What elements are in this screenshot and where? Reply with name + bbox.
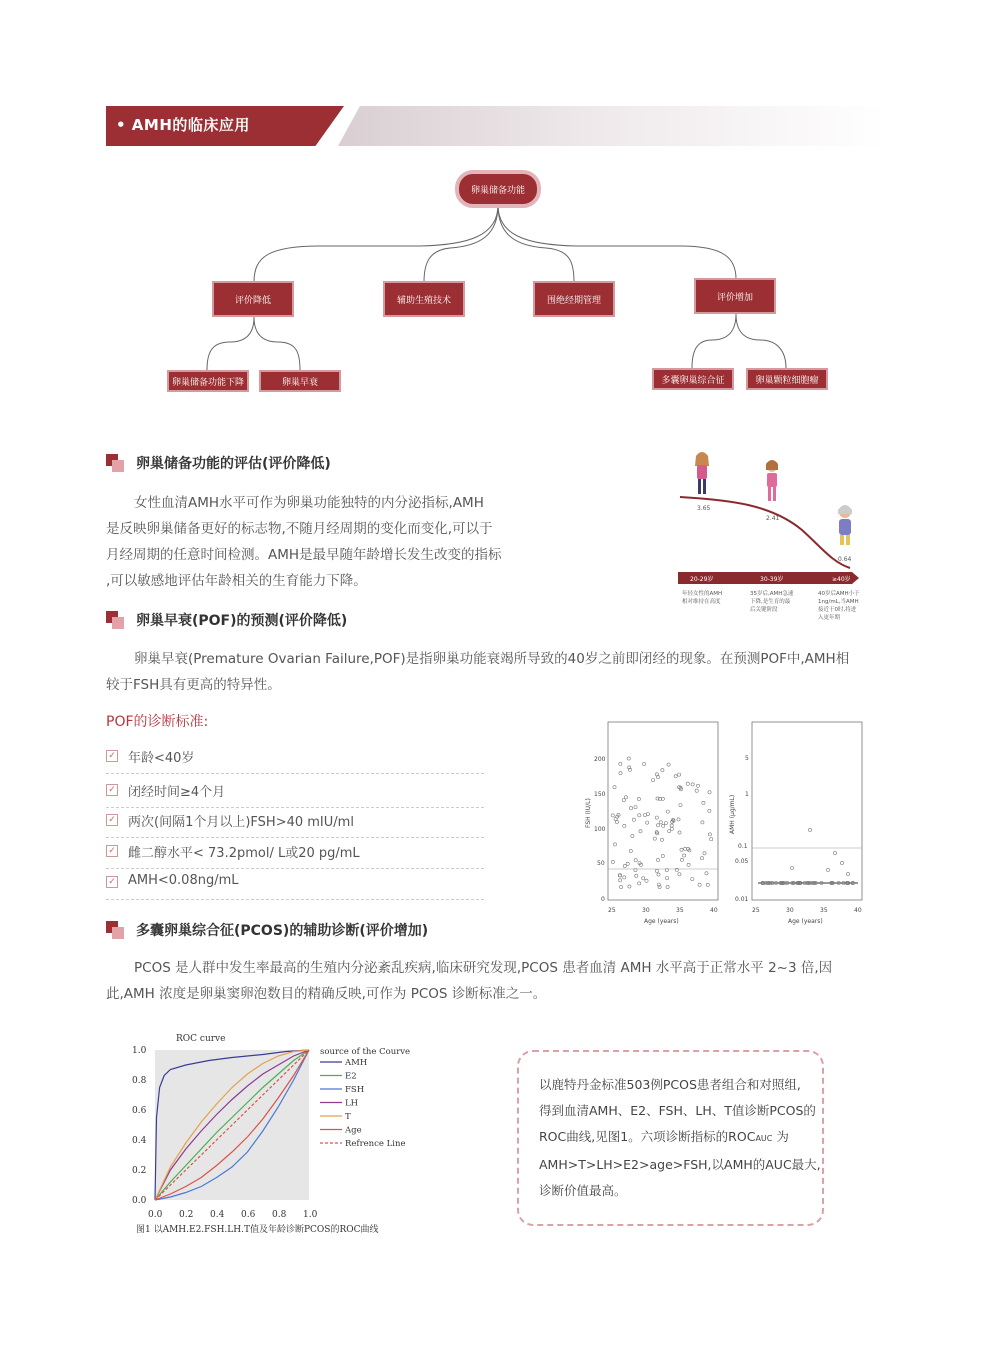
fsh-point bbox=[661, 854, 664, 857]
fsh-point bbox=[706, 883, 709, 886]
fsh-point bbox=[619, 762, 622, 765]
note-line-5: 诊断价值最高。 bbox=[539, 1183, 627, 1198]
amh-value-1: 3.65 bbox=[697, 505, 711, 512]
roc-legend-label: Age bbox=[345, 1125, 362, 1136]
fsh-xlabel: Age (years) bbox=[644, 918, 679, 925]
fsh-point bbox=[678, 873, 681, 876]
roc-ytick: 0.2 bbox=[132, 1166, 147, 1176]
fsh-ytick: 100 bbox=[594, 826, 606, 833]
roc-note-text bbox=[539, 1072, 821, 1204]
amh-point bbox=[790, 866, 793, 869]
fsh-point bbox=[637, 797, 640, 800]
fsh-point bbox=[659, 821, 662, 824]
mindmap-connectors bbox=[0, 0, 1000, 420]
fsh-point bbox=[708, 809, 711, 812]
fsh-point bbox=[642, 877, 645, 880]
fsh-point bbox=[611, 860, 614, 863]
amh-xtick: 35 bbox=[820, 907, 828, 914]
fsh-point bbox=[656, 824, 659, 827]
section3-title: 多囊卵巢综合征(PCOS)的辅助诊断(评价增加) bbox=[136, 923, 429, 939]
fsh-ytick: 0 bbox=[601, 896, 605, 903]
fsh-point bbox=[613, 843, 616, 846]
scatter-plots bbox=[580, 718, 870, 930]
connector-low-pof bbox=[254, 317, 300, 370]
checkbox-icon: ✓ bbox=[106, 814, 118, 826]
fsh-point bbox=[655, 869, 658, 872]
fsh-point bbox=[702, 801, 705, 804]
heading-square-light bbox=[112, 460, 124, 472]
fsh-point bbox=[677, 818, 680, 821]
amh-point bbox=[826, 868, 829, 871]
amh-point bbox=[808, 828, 811, 831]
section3-paragraph bbox=[106, 955, 896, 1007]
fsh-point bbox=[657, 873, 660, 876]
fsh-point bbox=[680, 848, 683, 851]
fsh-point bbox=[680, 858, 683, 861]
age-note-2: 35岁后,AMH急速 下降,是生育的最 后关键阶段 bbox=[750, 591, 794, 613]
fsh-point bbox=[646, 821, 649, 824]
fsh-point bbox=[632, 818, 635, 821]
criteria-item: ✓ 两次(间隔1个月以上)FSH>40 mIU/ml bbox=[106, 807, 484, 838]
fsh-point bbox=[623, 824, 626, 827]
amh-plot-frame bbox=[752, 722, 862, 900]
node-art: 辅助生殖技术 bbox=[383, 281, 465, 317]
roc-legend-label: LH bbox=[345, 1098, 359, 1109]
s1-line-3: 月经周期的任意时间检测。AMH是最早随年龄增长发生改变的指标 bbox=[106, 547, 502, 563]
amh-value-2: 2.41 bbox=[766, 515, 780, 522]
fsh-point bbox=[623, 864, 626, 867]
s2-line-1: 卵巢早衰(Premature Ovarian Failure,POF)是指卵巢功能衰竭所导致的40岁之前即闭经的现象。在预测POF中,AMH相 bbox=[134, 651, 850, 667]
fsh-point bbox=[666, 877, 669, 880]
section2-paragraph bbox=[106, 646, 896, 698]
roc-ytick: 1.0 bbox=[132, 1046, 147, 1056]
fsh-point bbox=[664, 822, 667, 825]
fsh-point bbox=[661, 769, 664, 772]
checkbox-icon: ✓ bbox=[106, 784, 118, 796]
fsh-point bbox=[691, 878, 694, 881]
fsh-point bbox=[645, 879, 648, 882]
roc-xtick: 0.8 bbox=[272, 1210, 287, 1220]
fsh-point bbox=[703, 852, 706, 855]
fsh-point bbox=[686, 782, 689, 785]
note-line-3: ROC曲线,见图1。六项诊断指标的ROCAUC 为 bbox=[539, 1129, 789, 1144]
fsh-point bbox=[678, 773, 681, 776]
roc-ytick: 0.4 bbox=[132, 1136, 147, 1146]
fsh-point bbox=[613, 786, 616, 789]
connector-high-gct bbox=[736, 314, 786, 368]
fsh-point bbox=[705, 872, 708, 875]
checkbox-icon: ✓ bbox=[106, 876, 118, 888]
age-group-3: ≥40岁 bbox=[832, 576, 851, 583]
roc-xtick: 0.0 bbox=[148, 1210, 163, 1220]
fsh-point bbox=[660, 838, 663, 841]
amh-ytick: 0.1 bbox=[738, 843, 748, 850]
fsh-point bbox=[710, 838, 713, 841]
roc-chart bbox=[130, 1030, 420, 1240]
section2-title: 卵巢早衰(POF)的预测(评价降低) bbox=[136, 613, 348, 629]
fsh-point bbox=[626, 862, 629, 865]
connector-low-dor bbox=[207, 317, 254, 370]
fsh-point bbox=[670, 824, 673, 827]
fsh-point bbox=[614, 818, 617, 821]
amh-xtick: 40 bbox=[854, 907, 862, 914]
connector-root-menopause bbox=[498, 205, 574, 282]
fsh-point bbox=[656, 858, 659, 861]
roc-ytick: 0.8 bbox=[132, 1076, 147, 1086]
section1-paragraph bbox=[106, 490, 546, 594]
young-woman-icon bbox=[695, 452, 709, 494]
roc-legend-label: E2 bbox=[345, 1071, 357, 1082]
amh-point bbox=[833, 851, 836, 854]
fsh-point bbox=[667, 763, 670, 766]
roc-legend-label: T bbox=[345, 1112, 351, 1122]
amh-xtick: 25 bbox=[752, 907, 760, 914]
fsh-point bbox=[634, 806, 637, 809]
s1-line-1: 女性血清AMH水平可作为卵巢功能独特的内分泌指标,AMH bbox=[134, 495, 484, 511]
age-group-2: 30-39岁 bbox=[760, 576, 784, 583]
fsh-point bbox=[627, 757, 630, 760]
fsh-point bbox=[683, 854, 686, 857]
fsh-point bbox=[635, 874, 638, 877]
fsh-point bbox=[708, 833, 711, 836]
fsh-point bbox=[696, 784, 699, 787]
node-gct: 卵巢颗粒细胞瘤 bbox=[746, 368, 828, 390]
fsh-plot-frame bbox=[608, 722, 718, 900]
fsh-point bbox=[623, 876, 626, 879]
roc-title: ROC curve bbox=[176, 1034, 226, 1044]
fsh-point bbox=[619, 879, 622, 882]
heading-square-light bbox=[112, 617, 124, 629]
roc-xtick: 0.2 bbox=[179, 1210, 194, 1220]
amh-ytick: 0.05 bbox=[735, 858, 749, 865]
s3-line-2: 此,AMH 浓度是卵巢窦卵泡数目的精确反映,可作为 PCOS 诊断标准之一。 bbox=[106, 986, 547, 1002]
fsh-point bbox=[653, 837, 656, 840]
age-note-3: 40岁后AMH小于 1ng/mL,当AMH 接近于0时,将进 入更年期 bbox=[818, 591, 860, 621]
age-note-1: 年轻女性的AMH 相对维持在高度 bbox=[682, 591, 723, 605]
node-pcos: 多囊卵巢综合征 bbox=[652, 368, 734, 390]
fsh-point bbox=[628, 885, 631, 888]
s1-line-4: ,可以敏感地评估年龄相关的生育能力下降。 bbox=[106, 573, 367, 589]
fsh-xtick: 25 bbox=[608, 907, 616, 914]
middle-aged-woman-icon bbox=[766, 460, 778, 501]
fsh-point bbox=[698, 883, 701, 886]
fsh-point bbox=[611, 814, 614, 817]
fsh-point bbox=[695, 789, 698, 792]
fsh-point bbox=[638, 814, 641, 817]
amh-xtick: 30 bbox=[786, 907, 794, 914]
fsh-point bbox=[631, 834, 634, 837]
fsh-point bbox=[700, 857, 703, 860]
fsh-point bbox=[639, 830, 642, 833]
fsh-point bbox=[634, 859, 637, 862]
fsh-point bbox=[691, 783, 694, 786]
connector-root-art bbox=[424, 205, 498, 282]
node-menopause: 围绝经期管理 bbox=[533, 281, 615, 317]
fsh-point bbox=[687, 863, 690, 866]
amh-age-illustration bbox=[672, 450, 872, 630]
auc-subscript: AUC bbox=[755, 1134, 773, 1143]
banner-title: • AMH的临床应用 bbox=[116, 116, 250, 134]
roc-caption: 图1 以AMH.E2.FSH.LH.T值及年龄诊断PCOS的ROC曲线 bbox=[136, 1225, 379, 1235]
roc-ytick: 0.0 bbox=[132, 1196, 147, 1206]
node-dor: 卵巢储备功能下降 bbox=[167, 370, 249, 392]
fsh-point bbox=[620, 885, 623, 888]
roc-ytick: 0.6 bbox=[132, 1106, 147, 1116]
criteria-title: POF的诊断标准: bbox=[106, 714, 209, 730]
roc-legend-label: AMH bbox=[345, 1058, 368, 1068]
checkbox-icon: ✓ bbox=[106, 750, 118, 762]
criteria-item: ✓ 年龄<40岁 bbox=[106, 743, 484, 774]
fsh-point bbox=[708, 791, 711, 794]
fsh-point bbox=[652, 779, 655, 782]
fsh-xtick: 40 bbox=[710, 907, 718, 914]
roc-xtick: 0.6 bbox=[241, 1210, 256, 1220]
roc-xtick: 0.4 bbox=[210, 1210, 225, 1220]
fsh-ytick: 150 bbox=[594, 791, 606, 798]
fsh-point bbox=[662, 824, 665, 827]
fsh-point bbox=[666, 810, 669, 813]
roc-legend-title: source of the Courve bbox=[320, 1047, 411, 1057]
fsh-point bbox=[701, 821, 704, 824]
note-line-4: AMH>T>LH>E2>age>FSH,以AMH的AUC最大, bbox=[539, 1157, 821, 1172]
fsh-point bbox=[629, 849, 632, 852]
fsh-point bbox=[622, 799, 625, 802]
criteria-item: ✓ 闭经时间≥4个月 bbox=[106, 777, 484, 808]
fsh-point bbox=[679, 804, 682, 807]
elderly-woman-icon bbox=[838, 505, 852, 545]
fsh-point bbox=[629, 807, 632, 810]
roc-note-box bbox=[517, 1050, 824, 1226]
amh-ytick: 5 bbox=[745, 755, 749, 762]
checkbox-icon: ✓ bbox=[106, 845, 118, 857]
heading-square-light bbox=[112, 927, 124, 939]
fsh-point bbox=[655, 816, 658, 819]
roc-legend-label: FSH bbox=[345, 1085, 365, 1095]
fsh-ylabel: FSH (IU/L) bbox=[585, 798, 592, 828]
fsh-point bbox=[678, 831, 681, 834]
note-line-2: 得到血清AMH、E2、FSH、LH、T值诊断PCOS的 bbox=[539, 1103, 816, 1118]
fsh-point bbox=[643, 814, 646, 817]
criteria-item: ✓ AMH<0.08ng/mL bbox=[106, 869, 484, 900]
note-line-1: 以鹿特丹金标准503例PCOS患者组合和对照组, bbox=[539, 1077, 801, 1092]
criteria-item: ✓ 雌二醇水平< 73.2pmol/ L或20 pg/mL bbox=[106, 838, 484, 869]
fsh-point bbox=[624, 796, 627, 799]
age-group-1: 20-29岁 bbox=[690, 576, 714, 583]
amh-xlabel: Age (years) bbox=[788, 918, 823, 925]
roc-xtick: 1.0 bbox=[303, 1210, 318, 1220]
amh-value-3: 0.64 bbox=[838, 556, 852, 563]
fsh-xtick: 35 bbox=[676, 907, 684, 914]
fsh-point bbox=[638, 882, 641, 885]
fsh-xtick: 30 bbox=[642, 907, 650, 914]
s3-line-1: PCOS 是人群中发生率最高的生殖内分泌紊乱疾病,临床研究发现,PCOS 患者血清 AMH 水平高于正常水平 2~3 倍,因 bbox=[134, 960, 833, 976]
amh-point bbox=[846, 872, 849, 875]
section1-title: 卵巢储备功能的评估(评价降低) bbox=[136, 456, 331, 472]
fsh-point bbox=[674, 775, 677, 778]
fsh-point bbox=[668, 830, 671, 833]
s1-line-2: 是反映卵巢储备更好的标志物,不随月经周期的变化而变化,可以于 bbox=[106, 521, 493, 537]
fsh-ytick: 200 bbox=[594, 756, 606, 763]
roc-legend-label: Refrence Line bbox=[345, 1139, 406, 1149]
s2-line-2: 较于FSH具有更高的特异性。 bbox=[106, 677, 281, 693]
node-eval-high: 评价增加 bbox=[694, 278, 776, 314]
fsh-ytick: 50 bbox=[597, 860, 605, 867]
fsh-point bbox=[643, 762, 646, 765]
connector-root-eval-high bbox=[498, 205, 736, 279]
amh-ytick: 0.01 bbox=[735, 896, 749, 903]
mindmap-root-node: 卵巢储备功能 bbox=[455, 170, 541, 208]
node-pof: 卵巢早衰 bbox=[259, 370, 341, 392]
amh-ytick: 1 bbox=[745, 791, 749, 798]
fsh-point bbox=[619, 772, 622, 775]
amh-ylabel: AMH (µg/mL) bbox=[729, 794, 736, 834]
connector-root-eval-low bbox=[254, 205, 498, 282]
fsh-point bbox=[684, 847, 687, 850]
fsh-point bbox=[666, 885, 669, 888]
amh-point bbox=[840, 861, 843, 864]
connector-high-pcos bbox=[692, 314, 736, 368]
fsh-point bbox=[670, 827, 673, 830]
node-eval-low: 评价降低 bbox=[212, 281, 294, 317]
